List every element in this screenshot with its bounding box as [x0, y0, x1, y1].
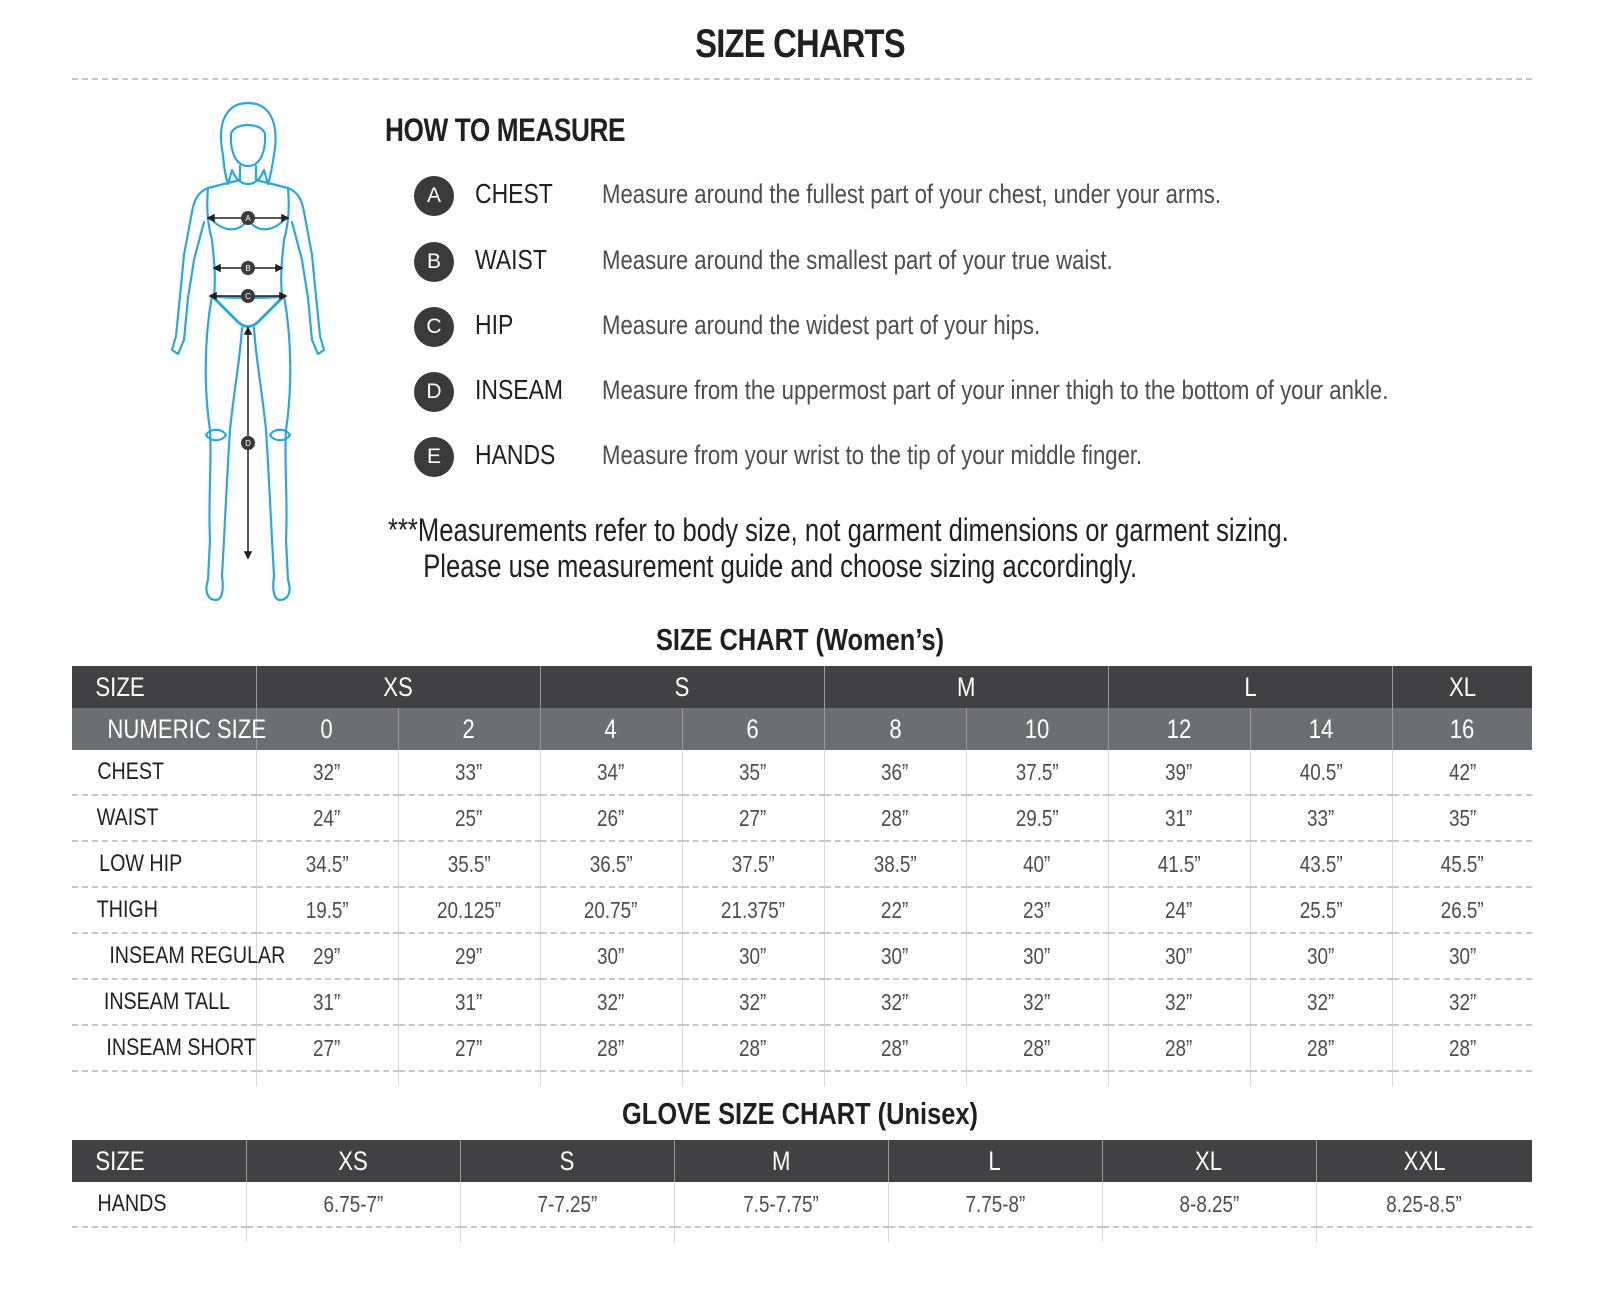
table-cell: 6.75-7”: [246, 1182, 460, 1227]
top-divider: [72, 78, 1532, 80]
page-title: SIZE CHARTS: [695, 22, 905, 66]
table-cell: 7.5-7.75”: [674, 1182, 888, 1227]
table-row: [72, 1025, 1532, 1071]
table-cell: 8-8.25”: [1102, 1182, 1316, 1227]
table-cell: 40”: [966, 841, 1108, 887]
measure-item-inseam: [414, 370, 1564, 416]
size-label: SIZE: [72, 666, 256, 708]
measure-item-waist: [414, 240, 1564, 286]
table-row: [72, 887, 1532, 933]
table-cell: 22”: [824, 887, 966, 933]
glove-size-xl: XL: [1102, 1140, 1316, 1182]
table-cell: 28”: [540, 1025, 682, 1071]
table-cell: 29.5”: [966, 795, 1108, 841]
size-s: S: [540, 666, 824, 708]
row-label: INSEAM TALL: [72, 979, 256, 1025]
table-row: [72, 750, 1532, 795]
table-cell: 28”: [682, 1025, 824, 1071]
numeric-size-cell: 14: [1250, 708, 1392, 750]
glove-size-table: [72, 1140, 1532, 1242]
table-cell: 29”: [256, 933, 398, 979]
numeric-size-cell: 12: [1108, 708, 1250, 750]
table-cell: 25.5”: [1250, 887, 1392, 933]
table-cell: 27”: [256, 1025, 398, 1071]
numeric-size-cell: 4: [540, 708, 682, 750]
table-cell: 32”: [682, 979, 824, 1025]
numeric-size-cell: 2: [398, 708, 540, 750]
table-cell: 31”: [398, 979, 540, 1025]
body-measurement-figure: [168, 100, 328, 620]
table-row: [72, 841, 1532, 887]
numeric-size-cell: 16: [1392, 708, 1532, 750]
measure-item-chest: [414, 174, 1564, 220]
note-line-1: ***Measurements refer to body size, not garment dimensions or garment sizing.: [388, 512, 1289, 548]
table-cell: 28”: [824, 1025, 966, 1071]
women-size-table: [72, 666, 1532, 1086]
row-label: INSEAM REGULAR: [72, 933, 256, 979]
measure-description: Measure from the uppermost part of your inner thigh to the bottom of your ankle.: [602, 375, 1389, 405]
women-chart-title: SIZE CHART (Women’s): [655, 622, 945, 657]
glove-size-xs: XS: [246, 1140, 460, 1182]
table-cell: 30”: [1392, 933, 1532, 979]
table-cell: 24”: [1108, 887, 1250, 933]
table-cell: 32”: [540, 979, 682, 1025]
table-cell: 28”: [1108, 1025, 1250, 1071]
table-row: [72, 979, 1532, 1025]
measure-item-hands: [414, 435, 1564, 481]
table-cell: 41.5”: [1108, 841, 1250, 887]
table-trailing-gap: [72, 1071, 1532, 1086]
glove-size-label: SIZE: [72, 1140, 246, 1182]
measure-description: Measure around the fullest part of your chest, under your arms.: [602, 179, 1222, 209]
table-cell: 27”: [398, 1025, 540, 1071]
table-cell: 32”: [1108, 979, 1250, 1025]
table-cell: 28”: [1392, 1025, 1532, 1071]
table-cell: 30”: [824, 933, 966, 979]
badge-b: B: [414, 242, 454, 282]
table-cell: 26”: [540, 795, 682, 841]
numeric-size-cell: 8: [824, 708, 966, 750]
table-cell: 31”: [1108, 795, 1250, 841]
table-cell: 32”: [1250, 979, 1392, 1025]
table-cell: 38.5”: [824, 841, 966, 887]
table-cell: 42”: [1392, 750, 1532, 795]
table-cell: 36.5”: [540, 841, 682, 887]
table-cell: 25”: [398, 795, 540, 841]
glove-size-l: L: [888, 1140, 1102, 1182]
table-cell: 19.5”: [256, 887, 398, 933]
size-header-row: [72, 666, 1532, 708]
table-cell: 43.5”: [1250, 841, 1392, 887]
table-trailing-gap: [72, 1227, 1532, 1242]
size-xs: XS: [256, 666, 540, 708]
table-cell: 37.5”: [682, 841, 824, 887]
table-cell: 23”: [966, 887, 1108, 933]
glove-size-s: S: [460, 1140, 674, 1182]
row-label: HANDS: [72, 1182, 246, 1227]
table-cell: 35”: [1392, 795, 1532, 841]
table-cell: 8.25-8.5”: [1316, 1182, 1532, 1227]
row-label: INSEAM SHORT: [72, 1025, 256, 1071]
table-cell: 33”: [1250, 795, 1392, 841]
table-cell: 31”: [256, 979, 398, 1025]
figure-label-a: A: [245, 214, 251, 223]
badge-e: E: [414, 437, 454, 477]
glove-size-xxl: XXL: [1316, 1140, 1532, 1182]
table-cell: 30”: [1250, 933, 1392, 979]
measure-description: Measure around the widest part of your hips.: [602, 310, 1041, 340]
size-l: L: [1108, 666, 1392, 708]
row-label: CHEST: [72, 750, 256, 795]
table-cell: 7.75-8”: [888, 1182, 1102, 1227]
table-cell: 37.5”: [966, 750, 1108, 795]
glove-chart-title: GLOVE SIZE CHART (Unisex): [622, 1096, 978, 1131]
table-cell: 40.5”: [1250, 750, 1392, 795]
table-cell: 36”: [824, 750, 966, 795]
table-cell: 20.75”: [540, 887, 682, 933]
figure-label-c: C: [245, 292, 251, 301]
badge-d: D: [414, 372, 454, 412]
badge-a: A: [414, 176, 454, 216]
table-cell: 32”: [966, 979, 1108, 1025]
table-cell: 28”: [824, 795, 966, 841]
table-cell: 39”: [1108, 750, 1250, 795]
table-row: [72, 1182, 1532, 1227]
table-cell: 26.5”: [1392, 887, 1532, 933]
row-label: WAIST: [72, 795, 256, 841]
size-m: M: [824, 666, 1108, 708]
table-cell: 21.375”: [682, 887, 824, 933]
measure-name: INSEAM: [475, 374, 564, 405]
table-row: [72, 933, 1532, 979]
table-cell: 7-7.25”: [460, 1182, 674, 1227]
how-to-measure-heading: HOW TO MEASURE: [385, 112, 626, 148]
table-cell: 30”: [540, 933, 682, 979]
numeric-size-cell: 0: [256, 708, 398, 750]
size-xl: XL: [1392, 666, 1532, 708]
glove-size-m: M: [674, 1140, 888, 1182]
figure-label-b: B: [245, 264, 251, 273]
table-cell: 32”: [824, 979, 966, 1025]
measure-item-hip: [414, 305, 1564, 351]
table-cell: 32”: [256, 750, 398, 795]
measure-description: Measure around the smallest part of your true waist.: [602, 245, 1113, 275]
figure-label-d: D: [245, 439, 251, 448]
table-cell: 30”: [966, 933, 1108, 979]
measure-description: Measure from your wrist to the tip of your middle finger.: [602, 440, 1143, 470]
table-cell: 28”: [966, 1025, 1108, 1071]
table-cell: 20.125”: [398, 887, 540, 933]
table-cell: 28”: [1250, 1025, 1392, 1071]
numeric-size-row: [72, 708, 1532, 750]
table-cell: 32”: [1392, 979, 1532, 1025]
table-cell: 33”: [398, 750, 540, 795]
row-label: LOW HIP: [72, 841, 256, 887]
table-cell: 35”: [682, 750, 824, 795]
numeric-size-label: NUMERIC SIZE: [72, 708, 256, 750]
table-cell: 27”: [682, 795, 824, 841]
measure-name: WAIST: [475, 244, 547, 275]
table-cell: 30”: [1108, 933, 1250, 979]
measure-name: HIP: [475, 309, 514, 340]
table-cell: 34.5”: [256, 841, 398, 887]
table-cell: 24”: [256, 795, 398, 841]
table-row: [72, 795, 1532, 841]
note-line-2: Please use measurement guide and choose sizing accordingly.: [423, 548, 1138, 584]
row-label: THIGH: [72, 887, 256, 933]
measure-name: HANDS: [475, 439, 556, 470]
table-cell: 30”: [682, 933, 824, 979]
numeric-size-cell: 10: [966, 708, 1108, 750]
table-cell: 29”: [398, 933, 540, 979]
numeric-size-cell: 6: [682, 708, 824, 750]
table-cell: 34”: [540, 750, 682, 795]
measure-name: CHEST: [475, 178, 553, 209]
table-cell: 35.5”: [398, 841, 540, 887]
glove-size-header-row: [72, 1140, 1532, 1182]
badge-c: C: [414, 307, 454, 347]
measurement-note: [388, 512, 1289, 584]
table-cell: 45.5”: [1392, 841, 1532, 887]
